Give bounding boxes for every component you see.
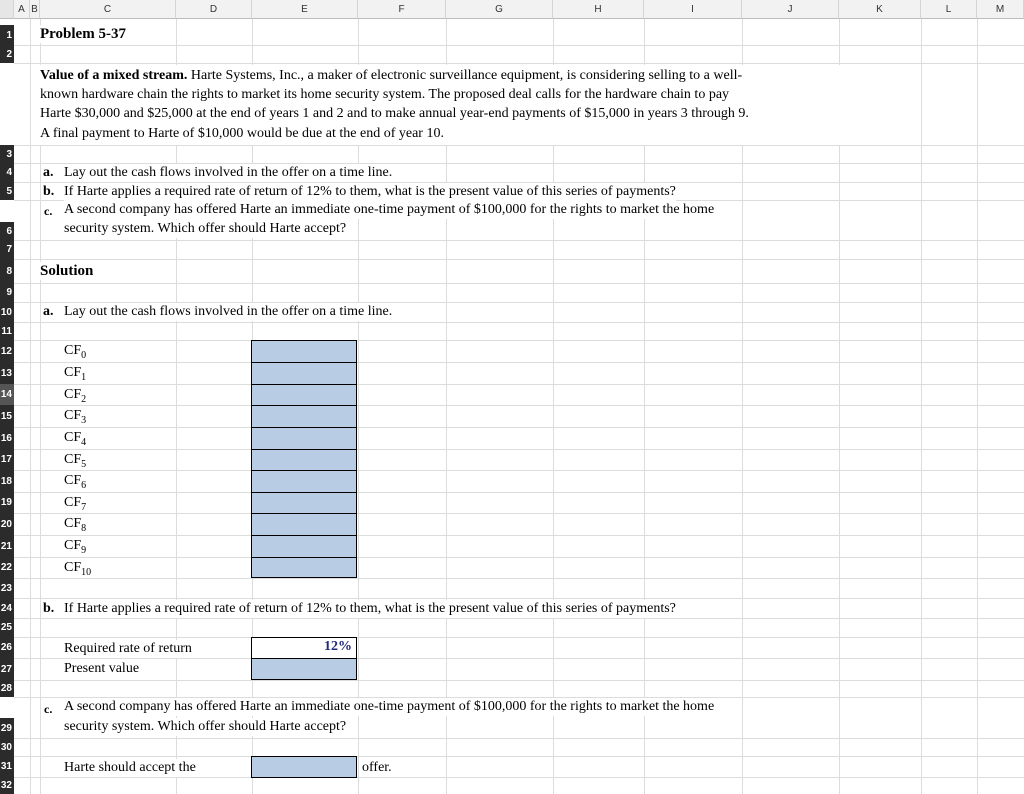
column-header-l[interactable]: L <box>921 0 977 19</box>
column-header-d[interactable]: D <box>176 0 252 19</box>
statement-line-4: A final payment to Harte of $10,000 would be due at the end of year 10. <box>40 125 444 141</box>
row-header[interactable]: 28 <box>0 680 14 697</box>
cash-flow-label: $CF_7$ <box>64 495 87 513</box>
cash-flow-input-cell[interactable] <box>251 405 357 428</box>
cash-flow-input-cell[interactable] <box>251 557 357 578</box>
column-header-e[interactable]: E <box>252 0 358 19</box>
present-value-label: Present value <box>64 661 140 676</box>
row-header[interactable]: 30 <box>0 738 14 756</box>
cash-flow-input-cell[interactable] <box>251 470 357 493</box>
row-header[interactable]: 19 <box>0 492 14 513</box>
row-header[interactable]: 5 <box>0 182 14 200</box>
row-header[interactable]: 20 <box>0 513 14 535</box>
cash-flow-input-cell[interactable] <box>251 449 357 471</box>
cash-flow-label: $CF_9$ <box>64 538 87 556</box>
column-header-j[interactable]: J <box>742 0 839 19</box>
statement-line-3: Harte $30,000 and $25,000 at the end of years 1 and 2 and to make annual year-end payments of $15,000 in years 3 through 9. <box>40 106 749 122</box>
row-header[interactable]: 8 <box>0 259 14 283</box>
row-header[interactable]: 26 <box>0 637 14 658</box>
row-header[interactable]: 2 <box>0 45 14 63</box>
statement-line-1: Harte Systems, Inc., a maker of electronic surveillance equipment, is considering selling to a well- <box>187 68 743 83</box>
part-c-label: c. <box>44 702 53 716</box>
cash-flow-input-cell[interactable] <box>251 427 357 450</box>
question-c-text-1: A second company has offered Harte an immediate one-time payment of $100,000 for the rights to market the home <box>64 202 715 217</box>
cash-flow-input-cell[interactable] <box>251 384 357 406</box>
row-header[interactable]: 24 <box>0 598 14 618</box>
part-b-text: If Harte applies a required rate of return of 12% to them, what is the present value of this series of payments? <box>64 601 676 616</box>
required-rate-label: Required rate of return <box>64 641 192 656</box>
question-b-label: b. <box>43 184 55 199</box>
cash-flow-input-cell[interactable] <box>251 340 357 363</box>
question-a-text: Lay out the cash flows involved in the offer on a time line. <box>64 165 393 180</box>
row-header[interactable]: 31 <box>0 756 14 777</box>
cash-flow-label: $CF_{10}$ <box>64 560 92 578</box>
answer-suffix: offer. <box>362 760 392 775</box>
statement-lead: Value of a mixed stream. <box>40 68 188 83</box>
cash-flow-label: $CF_1$ <box>64 365 87 383</box>
statement-line-2: known hardware chain the rights to market its home security system. The proposed deal calls for the hardware chain to pay <box>40 87 730 103</box>
row-header[interactable]: 13 <box>0 362 14 384</box>
column-header-k[interactable]: K <box>839 0 921 19</box>
present-value-input-cell[interactable] <box>251 658 357 680</box>
solution-title: Solution <box>40 263 94 279</box>
row-header[interactable]: 23 <box>0 578 14 598</box>
cash-flow-input-cell[interactable] <box>251 513 357 536</box>
row-header[interactable]: 9 <box>0 283 14 302</box>
row-header[interactable]: 22 <box>0 557 14 578</box>
cash-flow-label: $CF_0$ <box>64 343 87 361</box>
required-rate-cell[interactable]: 12% <box>251 637 357 659</box>
column-header-h[interactable]: H <box>553 0 644 19</box>
row-header[interactable]: 7 <box>0 240 14 259</box>
cash-flow-label: $CF_5$ <box>64 452 87 470</box>
column-header-i[interactable]: I <box>644 0 742 19</box>
cash-flow-label: $CF_2$ <box>64 387 87 405</box>
part-c-text-2: security system. Which offer should Harte accept? <box>64 719 347 734</box>
select-all-corner[interactable] <box>0 0 14 19</box>
cash-flow-label: $CF_4$ <box>64 430 87 448</box>
row-header[interactable]: 32 <box>0 777 14 794</box>
row-header[interactable]: 27 <box>0 658 14 680</box>
question-c-text-2: security system. Which offer should Harte accept? <box>64 221 347 236</box>
part-c-text-1: A second company has offered Harte an immediate one-time payment of $100,000 for the rights to market the home <box>64 699 715 714</box>
row-header[interactable]: 11 <box>0 322 14 340</box>
column-header-a[interactable]: A <box>14 0 30 19</box>
row-header[interactable]: 21 <box>0 535 14 557</box>
row-header[interactable]: 15 <box>0 405 14 427</box>
question-b-text: If Harte applies a required rate of return of 12% to them, what is the present value of this series of payments? <box>64 184 676 199</box>
part-a-text: Lay out the cash flows involved in the offer on a time line. <box>64 304 393 319</box>
column-header-g[interactable]: G <box>446 0 553 19</box>
column-header-m[interactable]: M <box>977 0 1024 19</box>
cash-flow-label: $CF_6$ <box>64 473 87 491</box>
cash-flow-input-cell[interactable] <box>251 535 357 558</box>
part-a-label: a. <box>43 304 54 319</box>
row-header[interactable]: 12 <box>0 340 14 362</box>
offer-answer-input-cell[interactable] <box>251 756 357 778</box>
row-header[interactable]: 29 <box>0 718 14 738</box>
row-header[interactable]: 17 <box>0 449 14 470</box>
column-header-c[interactable]: C <box>40 0 176 19</box>
cash-flow-label: $CF_8$ <box>64 516 87 534</box>
row-header[interactable]: 18 <box>0 470 14 492</box>
row-header[interactable]: 25 <box>0 618 14 637</box>
question-c-label: c. <box>44 204 53 218</box>
column-header-f[interactable]: F <box>358 0 446 19</box>
question-a-label: a. <box>43 165 54 180</box>
problem-title: Problem 5-37 <box>40 25 175 43</box>
row-header[interactable]: 6 <box>0 222 14 240</box>
row-header[interactable]: 10 <box>0 302 14 322</box>
part-b-label: b. <box>43 601 55 616</box>
row-header[interactable]: 16 <box>0 427 14 449</box>
row-header[interactable]: 3 <box>0 145 14 163</box>
answer-prefix: Harte should accept the <box>64 760 196 775</box>
row-header[interactable]: 4 <box>0 163 14 182</box>
column-header-b[interactable]: B <box>30 0 40 19</box>
problem-statement <box>40 65 840 145</box>
row-header[interactable]: 14 <box>0 384 14 405</box>
cash-flow-label: $CF_3$ <box>64 408 87 426</box>
row-header[interactable]: 1 <box>0 25 14 45</box>
cash-flow-input-cell[interactable] <box>251 492 357 514</box>
cash-flow-input-cell[interactable] <box>251 362 357 385</box>
